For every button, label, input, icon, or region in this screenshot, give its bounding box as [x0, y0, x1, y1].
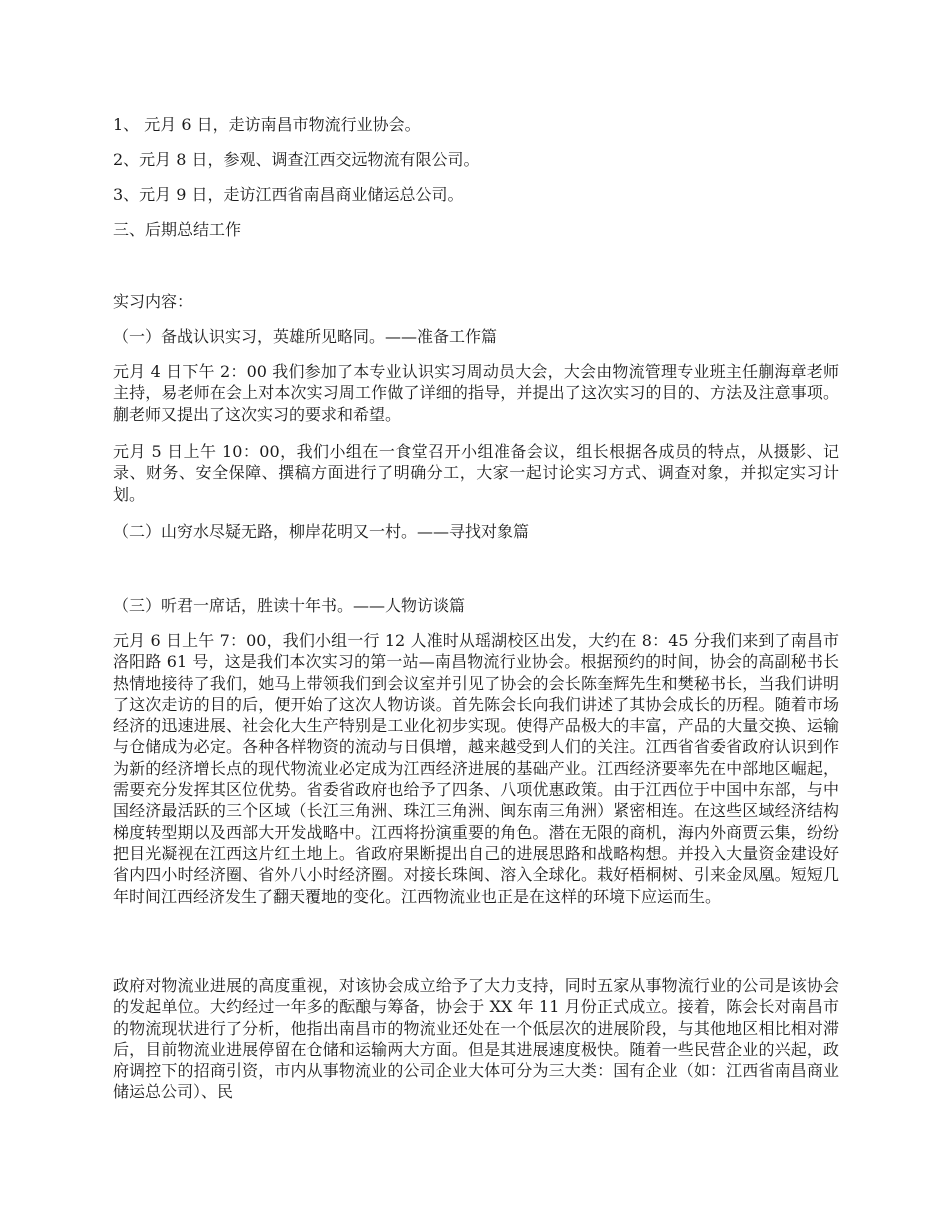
section-heading: 三、后期总结工作 [113, 220, 242, 239]
schedule-item-2: 2、元月 8 日，参观、调查江西交远物流有限公司。 [113, 150, 480, 169]
part1-paragraph-1: 元月 4 日下午 2：00 我们参加了本专业认识实习周动员大会，大会由物流管理专业班主任蒯海章老师主持，易老师在会上对本次实习周工作做了详细的指导，并提出了这次实习的目的、方法及注意事项。蒯老师又提出了这次实习的要求和希望。 [113, 362, 839, 424]
part3-paragraph-2: 政府对物流业进展的高度重视，对该协会成立给予了大力支持，同时五家从事物流行业的公司是该协会的发起单位。大约经过一年多的酝酿与筹备，协会于 XX 年 11 月份正式成立。接着，陈会长对南昌市的物流现状进行了分析，他指出南昌市的物流业还处在一个低层次的进展阶段，与其他地区相比相对滞后，目前物流业进展停留在仓储和运输两大方面。但是其进展速度极快。随着一些民营企业的兴起，政府调控下的招商引资，市内从事物流业的公司企业大体可分为三大类：国有企业（如：江西省南昌商业储运总公司）、民 [113, 976, 839, 1102]
part3-title: （三）听君一席话，胜读十年书。——人物访谈篇 [113, 596, 466, 615]
schedule-item-3: 3、元月 9 日，走访江西省南昌商业储运总公司。 [113, 185, 464, 204]
content-heading: 实习内容： [113, 292, 194, 311]
part3-paragraph-1: 元月 6 日上午 7：00，我们小组一行 12 人准时从瑶湖校区出发，大约在 8：45 分我们来到了南昌市洛阳路 61 号，这是我们本次实习的第一站—南昌物流行业协会。根据预约的时间，协会的高副秘书长热情地接待了我们，她马上带领我们到会议室并引见了协会的会长陈奎辉先生和樊秘书长，当我们讲明了这次走访的目的后，便开始了这次人物访谈。首先陈会长向我们讲述了其协会成长的历程。随着市场经济的迅速进展、社会化大生产特别是工业化初步实现。使得产品极大的丰富，产品的大量交换、运输与仓储成为必定。各种各样物资的流动与日俱增，越来越受到人们的关注。江西省省委省政府认识到作为新的经济增长点的现代物流业必定成为江西经济进展的基础产业。江西经济要率先在中部地区崛起，需要充分发挥其区位优势。省委省政府也给予了四条、八项优惠政策。由于江西位于中国中东部，与中国经济最活跃的三个区域（长江三角洲、珠江三角洲、闽东南三角洲）紧密相连。在这些区域经济结构梯度转型期以及西部大开发战略中。江西将扮演重要的角色。潜在无限的商机，海内外商贾云集，纷纷把目光凝视在江西这片红土地上。省政府果断提出自己的进展思路和战略构想。并投入大量资金建设好省内四小时经济圈、省外八小时经济圈。对接长珠闽、溶入全球化。栽好梧桐树、引来金凤凰。短短几年时间江西经济发生了翻天覆地的变化。江西物流业也正是在这样的环境下应运而生。 [113, 631, 839, 906]
part2-title: （二）山穷水尽疑无路，柳岸花明又一村。——寻找对象篇 [113, 522, 530, 541]
part1-title: （一）备战认识实习，英雄所见略同。——准备工作篇 [113, 327, 498, 346]
part1-paragraph-2: 元月 5 日上午 10：00，我们小组在一食堂召开小组准备会议，组长根据各成员的特点，从摄影、记录、财务、安全保障、撰稿方面进行了明确分工，大家一起讨论实习方式、调查对象，并拟定实习计划。 [113, 442, 839, 504]
schedule-item-1: 1、 元月 6 日，走访南昌市物流行业协会。 [113, 115, 421, 134]
